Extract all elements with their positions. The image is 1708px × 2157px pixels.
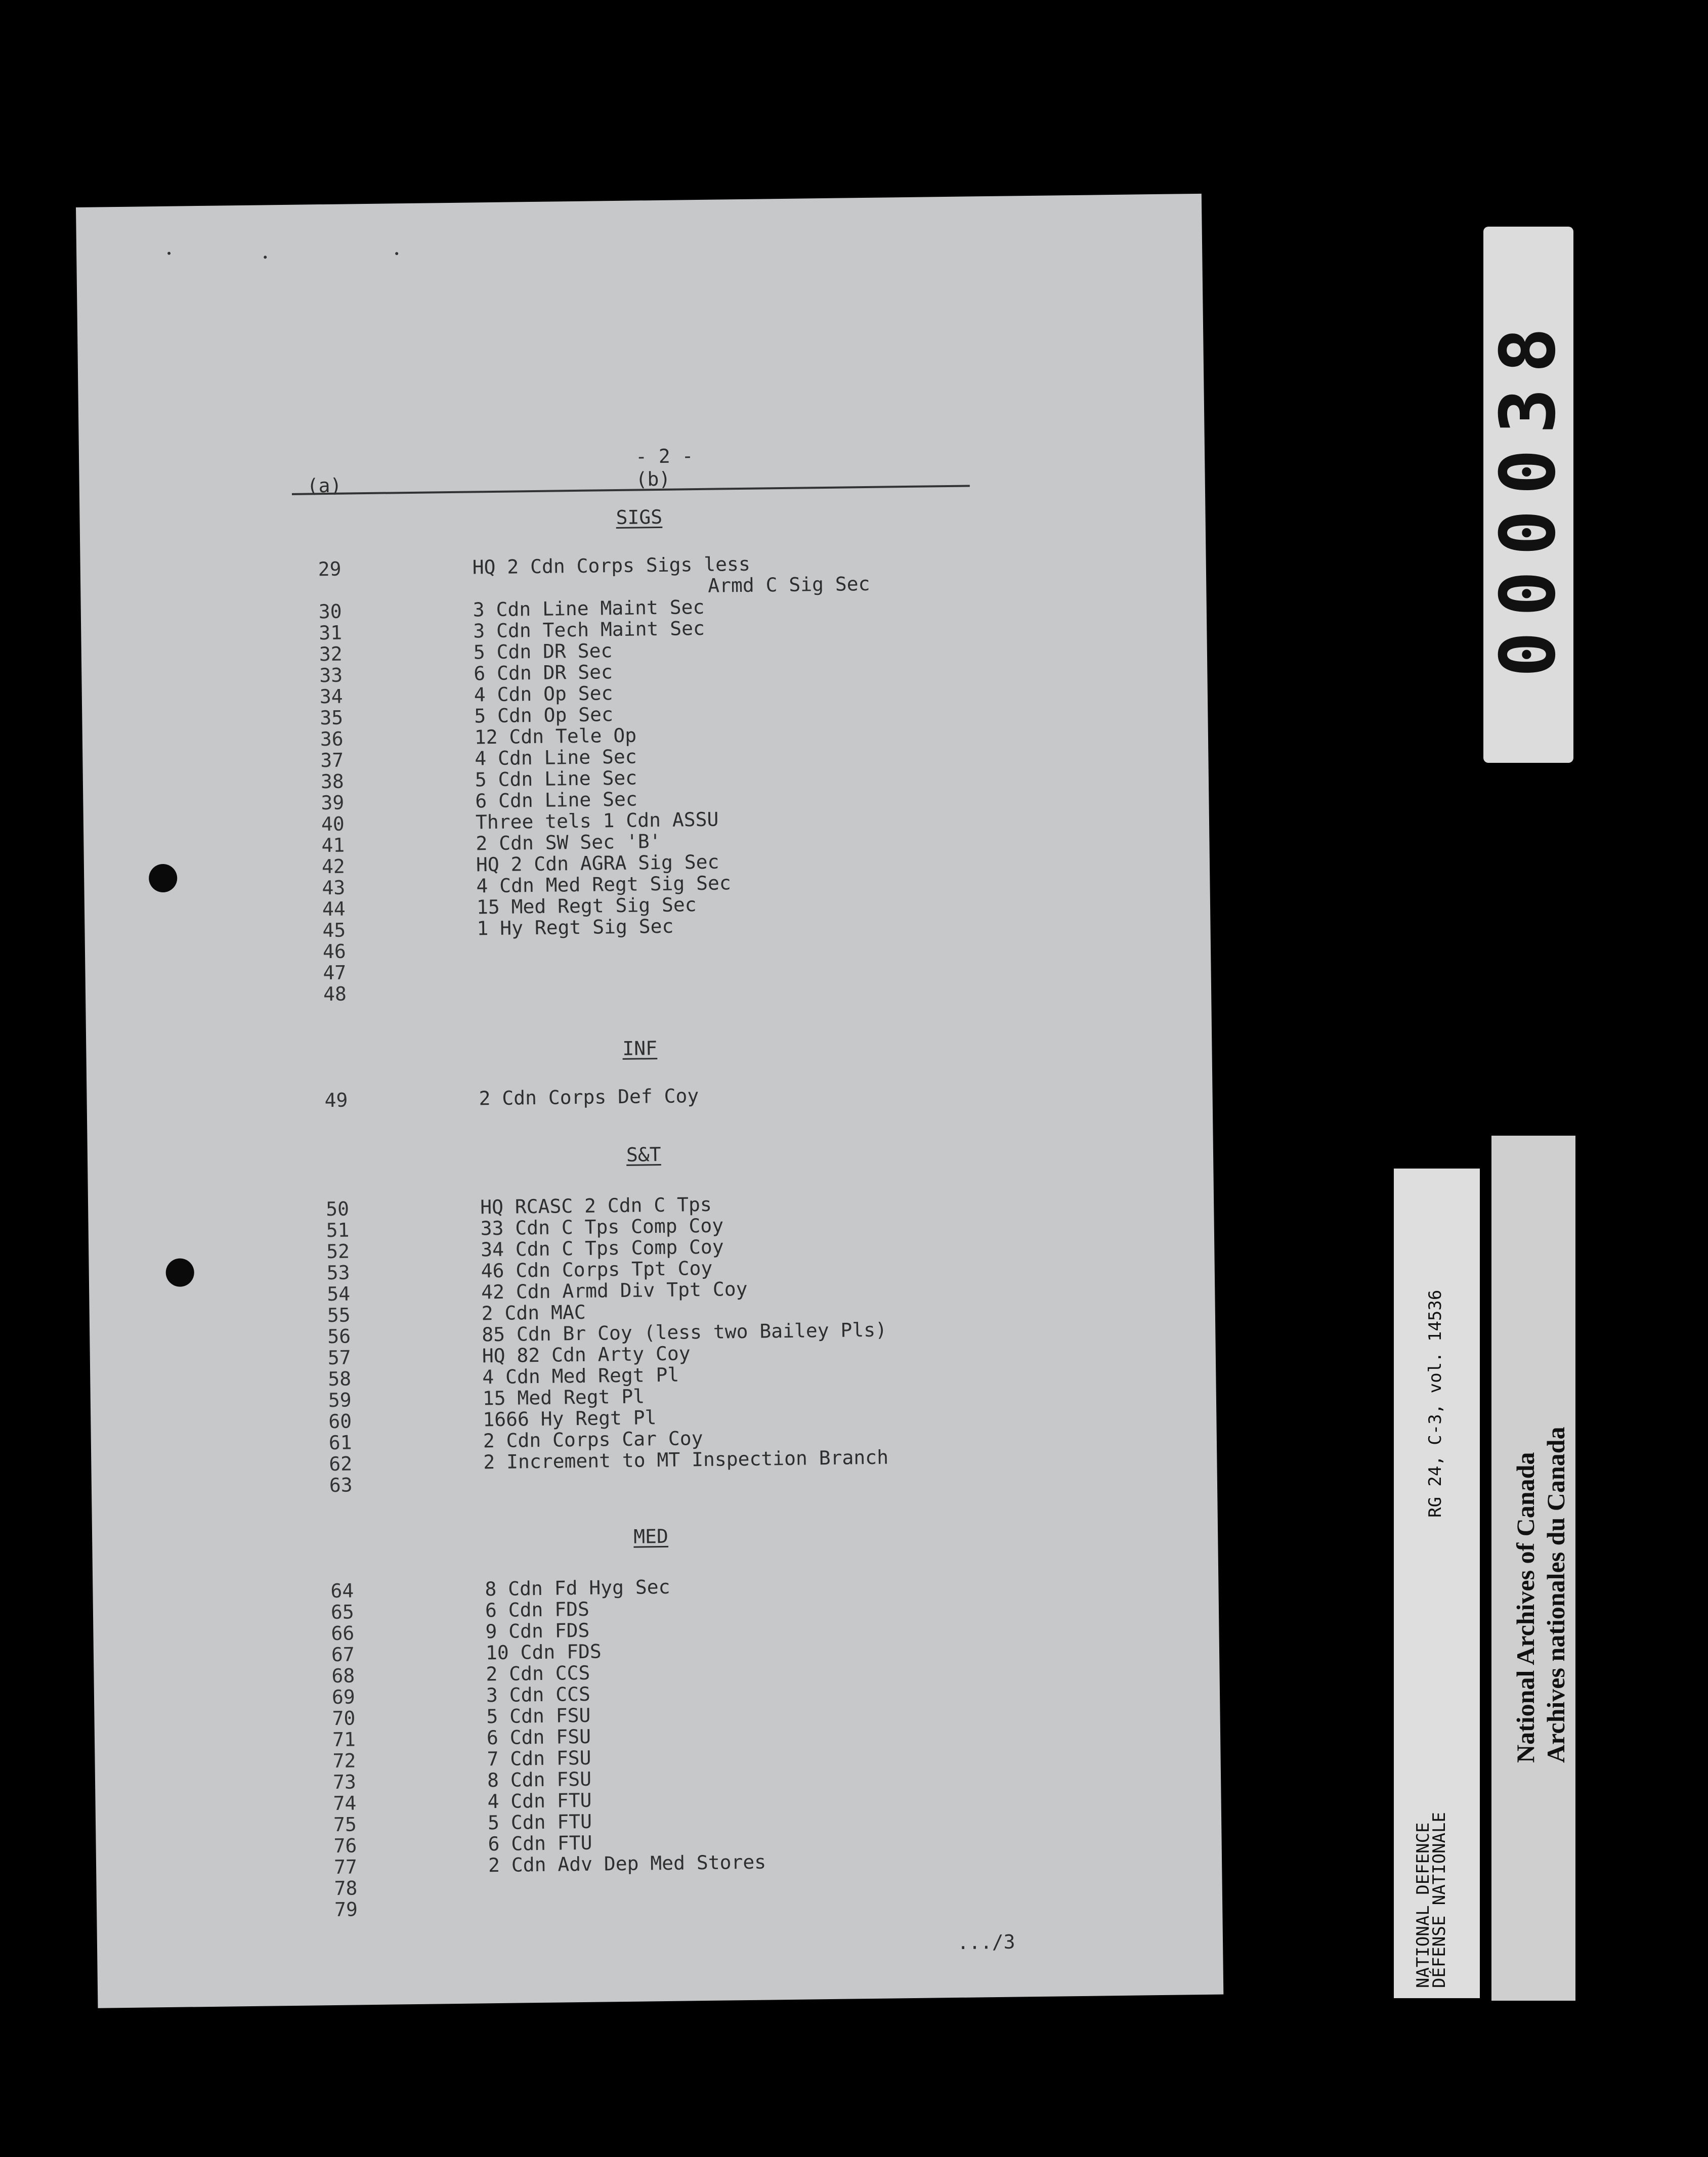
row-number: 63 bbox=[329, 1474, 353, 1497]
row-description: 4 Cdn FTU bbox=[487, 1789, 592, 1813]
row-description: HQ 2 Cdn Corps Sigs less bbox=[472, 552, 751, 579]
row-description: 6 Cdn DR Sec bbox=[474, 661, 613, 685]
row-number: 51 bbox=[326, 1219, 350, 1242]
section-heading-sigs: SIGS bbox=[616, 505, 663, 529]
speck bbox=[264, 255, 267, 258]
row-description: 1666 Hy Regt Pl bbox=[483, 1406, 657, 1431]
row-number: 74 bbox=[333, 1792, 357, 1815]
row-number: 53 bbox=[326, 1261, 350, 1284]
row-number: 66 bbox=[331, 1622, 355, 1645]
column-a-header: (a) bbox=[307, 474, 342, 497]
column-b-header: (b) bbox=[635, 467, 671, 491]
row-description: 2 Increment to MT Inspection Branch bbox=[483, 1446, 889, 1474]
punch-hole-top bbox=[149, 864, 178, 893]
row-description: 2 Cdn Corps Def Coy bbox=[479, 1085, 699, 1110]
row-number: 68 bbox=[331, 1664, 355, 1688]
row-number: 44 bbox=[322, 897, 346, 921]
row-description: 2 Cdn Corps Car Coy bbox=[483, 1427, 703, 1452]
row-number: 33 bbox=[319, 664, 343, 687]
document-page bbox=[76, 194, 1223, 2008]
row-number: 57 bbox=[327, 1346, 351, 1369]
row-number: 64 bbox=[330, 1579, 354, 1603]
row-number: 39 bbox=[321, 791, 345, 814]
row-number: 46 bbox=[322, 940, 347, 963]
row-number: 59 bbox=[328, 1389, 352, 1412]
section-heading-inf: INF bbox=[622, 1037, 658, 1060]
row-description: 85 Cdn Br Coy (less two Bailey Pls) bbox=[482, 1318, 887, 1346]
row-number: 65 bbox=[330, 1601, 354, 1624]
row-number: 55 bbox=[327, 1304, 351, 1327]
row-description: 15 Med Regt Pl bbox=[482, 1385, 645, 1410]
unit-list bbox=[76, 194, 1202, 1921]
row-description: 34 Cdn C Tps Comp Coy bbox=[480, 1235, 724, 1261]
punch-hole-bottom bbox=[165, 1258, 194, 1287]
row-number: 72 bbox=[332, 1749, 356, 1773]
row-description: 5 Cdn DR Sec bbox=[473, 639, 613, 664]
row-number: 62 bbox=[329, 1452, 353, 1476]
row-number: 50 bbox=[325, 1197, 350, 1221]
row-description: 46 Cdn Corps Tpt Coy bbox=[481, 1257, 713, 1282]
row-description: 2 Cdn CCS bbox=[486, 1661, 590, 1686]
row-description: 8 Cdn FSU bbox=[487, 1767, 592, 1792]
row-number: 29 bbox=[318, 557, 341, 581]
row-number: 47 bbox=[323, 961, 347, 984]
row-description: 6 Cdn FSU bbox=[486, 1725, 591, 1749]
row-number: 79 bbox=[334, 1898, 358, 1921]
row-number: 54 bbox=[327, 1282, 351, 1306]
row-number: 31 bbox=[319, 621, 343, 644]
row-description: 6 Cdn FDS bbox=[485, 1598, 590, 1622]
row-description: 4 Cdn Op Sec bbox=[474, 682, 613, 706]
row-description: 5 Cdn FSU bbox=[486, 1704, 591, 1728]
row-number: 56 bbox=[327, 1325, 351, 1348]
archives-name-fr: Archives nationales du Canada bbox=[1542, 1427, 1570, 1763]
row-description: HQ 2 Cdn AGRA Sig Sec bbox=[476, 850, 719, 876]
row-number: 58 bbox=[328, 1367, 352, 1391]
frame-counter bbox=[1483, 227, 1573, 763]
row-description: 4 Cdn Med Regt Pl bbox=[482, 1363, 679, 1389]
row-number: 77 bbox=[333, 1856, 358, 1879]
row-number: 35 bbox=[320, 706, 344, 729]
row-number: 60 bbox=[328, 1410, 352, 1433]
speck bbox=[395, 252, 398, 255]
row-number: 49 bbox=[324, 1089, 348, 1112]
section-heading-med: MED bbox=[633, 1525, 669, 1548]
row-number: 75 bbox=[333, 1813, 357, 1836]
row-description: 1 Hy Regt Sig Sec bbox=[477, 915, 674, 940]
row-description: Armd C Sig Sec bbox=[707, 572, 870, 597]
row-number: 42 bbox=[321, 855, 345, 878]
row-number: 34 bbox=[319, 685, 343, 708]
row-number: 36 bbox=[320, 727, 344, 751]
row-number: 61 bbox=[328, 1431, 352, 1454]
row-description: 7 Cdn FSU bbox=[487, 1746, 591, 1771]
row-number: 30 bbox=[318, 600, 342, 623]
header-rule bbox=[292, 485, 970, 495]
row-description: 3 Cdn CCS bbox=[486, 1683, 591, 1707]
row-number: 48 bbox=[323, 982, 347, 1006]
row-number: 67 bbox=[331, 1643, 355, 1666]
row-number: 76 bbox=[333, 1834, 357, 1858]
archive-reference: RG 24, C-3, vol. 14536 bbox=[1425, 1289, 1445, 1518]
row-description: 2 Cdn SW Sec 'B' bbox=[476, 830, 661, 855]
row-description: HQ 82 Cdn Arty Coy bbox=[482, 1342, 691, 1367]
row-description: 3 Cdn Line Maint Sec bbox=[473, 595, 705, 621]
archives-label bbox=[1491, 1136, 1575, 2001]
row-description: 5 Cdn Line Sec bbox=[475, 766, 637, 791]
row-description: 6 Cdn FTU bbox=[488, 1831, 592, 1856]
continuation-marker: .../3 bbox=[957, 1930, 1015, 1954]
row-number: 32 bbox=[319, 642, 343, 666]
row-description: 4 Cdn Line Sec bbox=[475, 745, 637, 770]
row-description: 12 Cdn Tele Op bbox=[474, 724, 637, 749]
row-number: 45 bbox=[322, 919, 346, 942]
row-description: 6 Cdn Line Sec bbox=[475, 788, 637, 812]
row-description: 2 Cdn Adv Dep Med Stores bbox=[488, 1850, 766, 1877]
row-number: 43 bbox=[322, 876, 346, 899]
row-number: 38 bbox=[320, 770, 344, 793]
row-description: 33 Cdn C Tps Comp Coy bbox=[480, 1214, 724, 1240]
page-number: - 2 - bbox=[635, 445, 694, 468]
department-fr: DÉFENSE NATIONALE bbox=[1429, 1812, 1449, 1988]
section-heading-st: S&T bbox=[626, 1143, 661, 1166]
row-description: 5 Cdn FTU bbox=[487, 1810, 592, 1834]
row-description: 42 Cdn Armd Div Tpt Coy bbox=[481, 1277, 748, 1304]
row-description: 8 Cdn Fd Hyg Sec bbox=[485, 1575, 670, 1601]
row-description: 4 Cdn Med Regt Sig Sec bbox=[476, 872, 732, 897]
row-description: 2 Cdn MAC bbox=[481, 1301, 586, 1325]
row-description: 9 Cdn FDS bbox=[485, 1619, 590, 1643]
row-description: HQ RCASC 2 Cdn C Tps bbox=[480, 1193, 712, 1219]
frame-counter-digits: 000038 bbox=[1484, 312, 1572, 677]
archives-name-en: National Archives of Canada bbox=[1511, 1452, 1540, 1763]
department-label bbox=[1394, 1169, 1480, 1998]
row-number: 73 bbox=[332, 1771, 357, 1794]
row-description: 3 Cdn Tech Maint Sec bbox=[473, 617, 705, 642]
department-en: NATIONAL DEFENCE bbox=[1413, 1822, 1433, 1988]
row-description: 10 Cdn FDS bbox=[485, 1640, 602, 1664]
row-number: 37 bbox=[320, 749, 344, 772]
row-number: 70 bbox=[332, 1707, 356, 1730]
row-number: 78 bbox=[334, 1877, 358, 1900]
row-number: 52 bbox=[326, 1240, 350, 1263]
row-number: 71 bbox=[332, 1728, 356, 1751]
row-description: 5 Cdn Op Sec bbox=[474, 703, 614, 727]
speck bbox=[167, 252, 170, 255]
row-description: Three tels 1 Cdn ASSU bbox=[475, 808, 719, 834]
row-number: 40 bbox=[321, 812, 345, 836]
row-number: 69 bbox=[331, 1686, 356, 1709]
row-number: 41 bbox=[321, 834, 345, 857]
row-description: 15 Med Regt Sig Sec bbox=[476, 893, 697, 919]
